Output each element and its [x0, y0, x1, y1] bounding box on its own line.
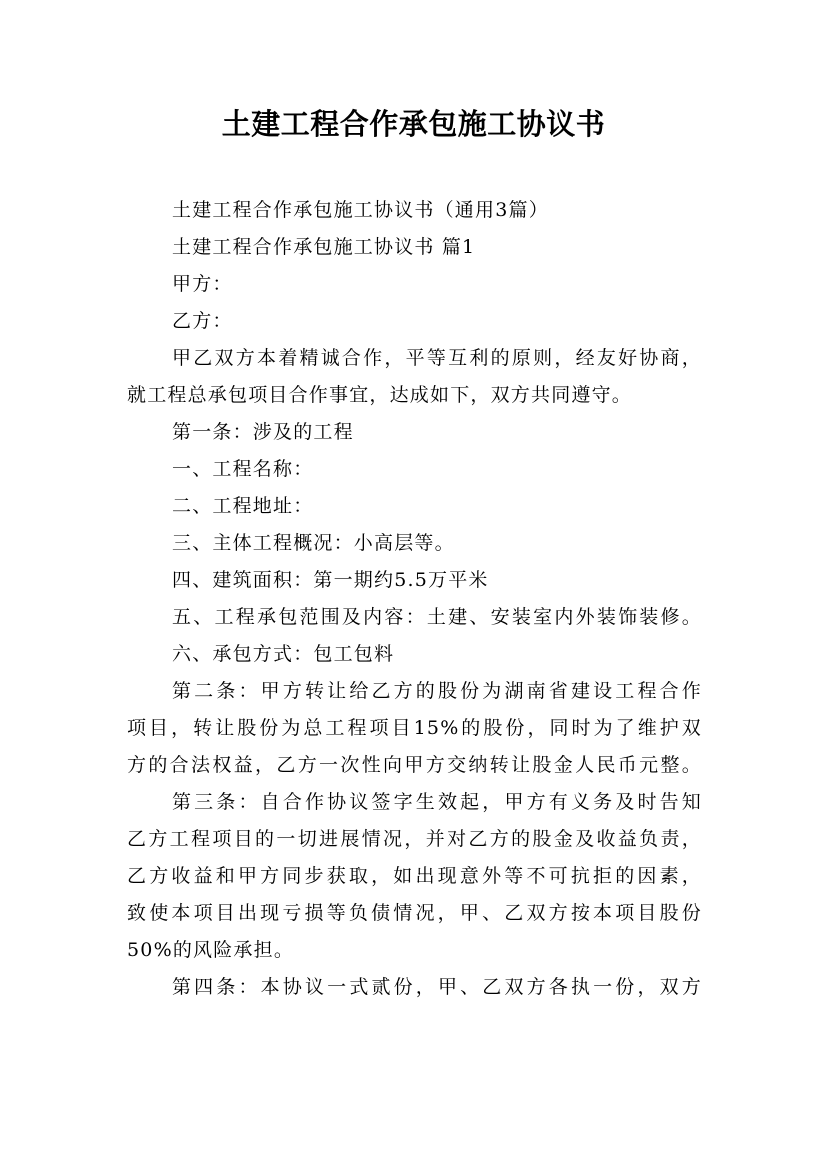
text-line: 乙方收益和甲方同步获取，如出现意外等不可抗拒的因素， [127, 865, 702, 887]
text-line: 乙方： [172, 310, 233, 332]
document-title: 土建工程合作承包施工协议书 [221, 107, 606, 141]
text-line: 50%的风险承担。 [127, 939, 295, 961]
text-line: 就工程总承包项目合作事宜，达成如下，双方共同遵守。 [127, 384, 633, 406]
text-line: 土建工程合作承包施工协议书 篇1 [172, 236, 476, 258]
text-line: 土建工程合作承包施工协议书（通用3篇） [172, 199, 549, 221]
text-line: 一、工程名称： [172, 458, 314, 480]
text-line: 甲乙双方本着精诚合作，平等互利的原则，经友好协商， [172, 347, 702, 369]
text-line: 项目，转让股份为总工程项目15%的股份，同时为了维护双 [127, 717, 702, 739]
text-line: 五、工程承包范围及内容：土建、安装室内外装饰装修。 [172, 606, 702, 628]
text-line: 乙方工程项目的一切进展情况，并对乙方的股金及收益负责， [127, 828, 702, 850]
text-line: 六、承包方式：包工包料 [172, 643, 395, 665]
text-line: 三、主体工程概况：小高层等。 [172, 532, 455, 554]
text-line: 四、建筑面积：第一期约5.5万平米 [172, 569, 489, 591]
text-line: 二、工程地址： [172, 495, 314, 517]
text-line: 方的合法权益，乙方一次性向甲方交纳转让股金人民币元整。 [127, 754, 702, 776]
text-line: 甲方： [172, 273, 233, 295]
text-line: 第四条：本协议一式贰份，甲、乙双方各执一份，双方 [172, 976, 702, 998]
document-body [127, 192, 702, 1006]
text-line: 致使本项目出现亏损等负债情况，甲、乙双方按本项目股份 [127, 902, 702, 924]
text-line: 第三条：自合作协议签字生效起，甲方有义务及时告知 [172, 791, 702, 813]
text-line: 第一条：涉及的工程 [172, 421, 354, 443]
text-line: 第二条：甲方转让给乙方的股份为湖南省建设工程合作 [172, 680, 702, 702]
